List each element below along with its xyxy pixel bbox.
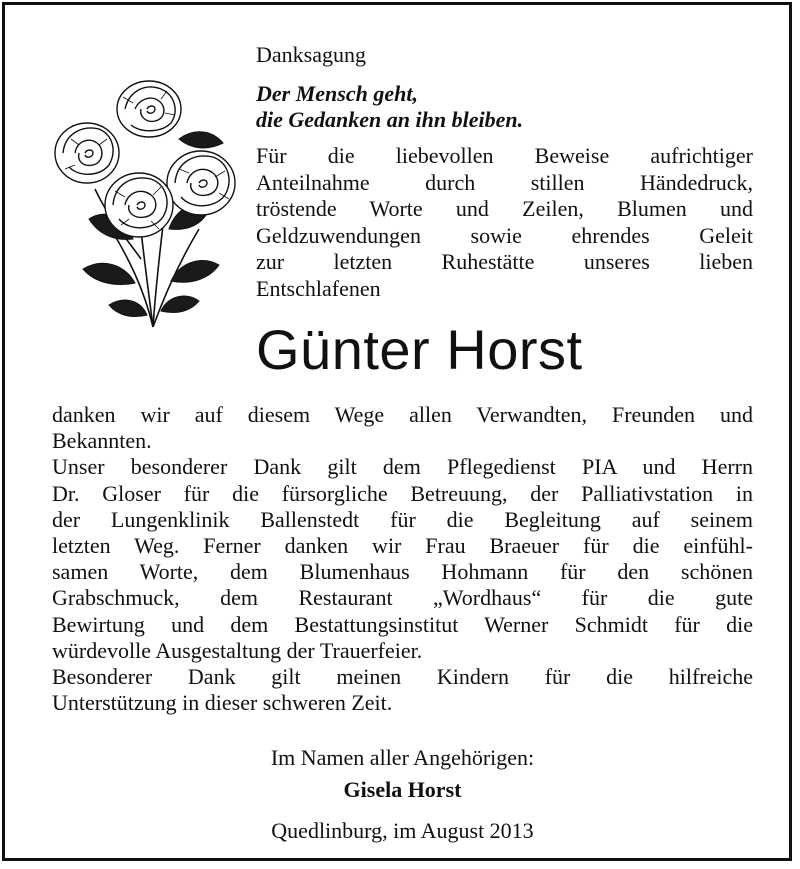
motto-line: Der Mensch geht, (256, 81, 418, 106)
body-line: Dr. Gloser für die fürsorgliche Betreuung, der Palliativstation in (52, 480, 753, 506)
motto (256, 81, 523, 133)
body-paragraph (52, 402, 753, 716)
intro-line: tröstende Worte und Zeilen, Blumen und (256, 196, 753, 221)
body-line: Unterstützung in dieser schweren Zeit. (52, 690, 393, 716)
intro-line: zur letzten Ruhestätte unseres lieben (256, 249, 753, 274)
place-date: Quedlinburg, im August 2013 (271, 818, 534, 843)
on-behalf-line: Im Namen aller Angehörigen: (270, 745, 535, 770)
body-line: Bekannten. (52, 428, 152, 454)
notice-heading: Danksagung (256, 42, 366, 67)
deceased-name: Günter Horst (256, 318, 583, 381)
motto-line: die Gedanken an ihn bleiben. (256, 107, 524, 132)
intro-line: Anteilnahme durch stillen Händedruck, (256, 169, 753, 195)
body-line: Bewirtung und dem Bestattungsinstitut Werner Schmidt für die (52, 611, 753, 637)
signature-block (52, 743, 753, 851)
rose-bouquet-icon (49, 69, 239, 329)
intro-line: Für die liebevollen Beweise aufrichtiger (256, 143, 753, 168)
body-line: der Lungenklinik Ballenstedt für die Begleitung auf seinem (52, 506, 753, 532)
body-line: würdevolle Ausgestaltung der Trauerfeier. (52, 637, 423, 663)
body-line: Grabschmuck, dem Restaurant „Wordhaus“ für die gute (52, 585, 753, 611)
body-line: samen Worte, dem Blumenhaus Hohmann für den schönen (52, 559, 753, 585)
body-line: Besonderer Dank gilt meinen Kindern für die hilfreiche (52, 664, 753, 690)
body-line: danken wir auf diesem Wege allen Verwandten, Freunden und (52, 402, 753, 427)
body-line: letzten Weg. Ferner danken wir Frau Braeuer für die einfühl- (52, 533, 753, 559)
intro-line: Entschlafenen (256, 275, 381, 301)
body-line: Unser besonderer Dank gilt dem Pflegedienst PIA und Herrn (52, 454, 753, 480)
intro-paragraph (256, 143, 753, 302)
signer-name: Gisela Horst (343, 777, 462, 802)
intro-line: Geldzuwendungen sowie ehrendes Geleit (256, 222, 753, 248)
obituary-thank-you-notice (2, 2, 792, 861)
